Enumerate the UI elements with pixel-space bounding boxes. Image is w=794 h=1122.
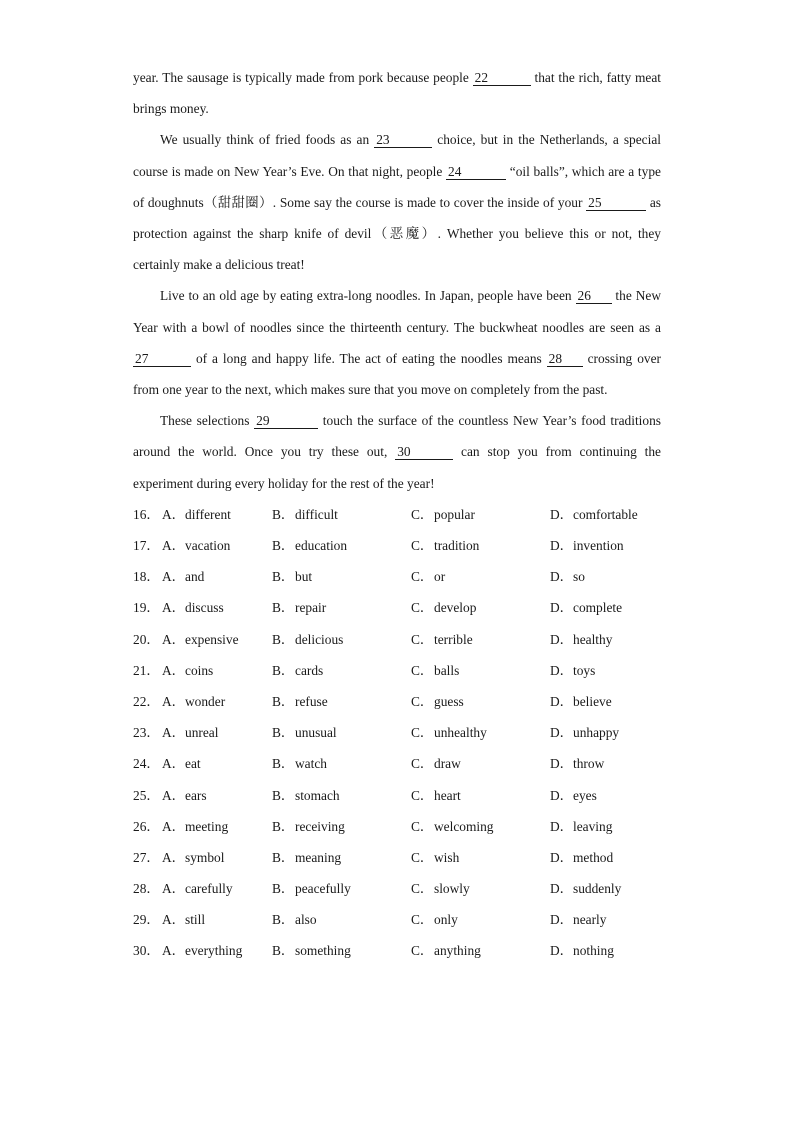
option-c <box>411 748 550 779</box>
question-row <box>133 748 661 779</box>
question-number: 16． <box>133 506 160 522</box>
option-letter: B． <box>272 538 295 554</box>
option-letter: A． <box>162 881 186 897</box>
option-text: anything <box>434 943 481 959</box>
option-a <box>162 842 272 873</box>
passage-text: the New Year with a bowl of noodles since the thirteenth century. The buckwheat noodles are seen as a <box>133 288 661 335</box>
option-d <box>550 873 660 904</box>
option-b <box>272 499 411 530</box>
option-text: popular <box>434 506 475 522</box>
question-number: 24． <box>133 756 160 772</box>
option-letter: D． <box>550 849 574 865</box>
option-text: suddenly <box>573 881 622 897</box>
option-text: education <box>295 538 348 554</box>
option-d <box>550 811 660 842</box>
option-text: and <box>185 569 205 585</box>
option-letter: D． <box>550 693 574 709</box>
option-letter: B． <box>272 631 295 647</box>
passage-text: that the rich, fatty meat brings money. <box>133 70 661 117</box>
passage-text: touch the surface of the countless New Year’s food traditions around the world. Once you try these out, <box>133 413 661 460</box>
option-d <box>550 561 660 592</box>
option-text: carefully <box>185 881 233 897</box>
option-d <box>550 748 660 779</box>
option-text: receiving <box>295 818 345 834</box>
option-b <box>272 780 411 811</box>
question-list <box>133 499 661 967</box>
option-a <box>162 624 272 655</box>
option-text: only <box>434 912 458 928</box>
option-text: meeting <box>185 818 229 834</box>
option-text: meaning <box>295 849 342 865</box>
option-text: welcoming <box>434 818 494 834</box>
option-b <box>272 561 411 592</box>
option-letter: D． <box>550 538 574 554</box>
passage-text: We usually think of fried foods as an <box>160 132 375 148</box>
question-row <box>133 592 661 623</box>
option-d <box>550 717 660 748</box>
option-letter: C． <box>411 725 434 741</box>
question-number: 28． <box>133 881 160 897</box>
option-letter: D． <box>550 725 574 741</box>
option-letter: C． <box>411 849 434 865</box>
option-letter: D． <box>550 631 574 647</box>
option-letter: A． <box>162 849 186 865</box>
option-text: unreal <box>185 725 219 741</box>
option-text: discuss <box>185 600 224 616</box>
question-row <box>133 842 661 873</box>
option-letter: B． <box>272 600 295 616</box>
question-row <box>133 935 661 966</box>
option-a <box>162 686 272 717</box>
question-row <box>133 717 661 748</box>
passage-paragraph-1 <box>133 62 661 124</box>
option-text: so <box>573 569 585 585</box>
option-letter: C． <box>411 631 434 647</box>
option-letter: B． <box>272 506 295 522</box>
option-letter: C． <box>411 693 434 709</box>
option-c <box>411 592 550 623</box>
question-number: 18． <box>133 569 160 585</box>
option-a <box>162 499 272 530</box>
option-b <box>272 904 411 935</box>
option-letter: D． <box>550 506 574 522</box>
blank-28: 28 <box>547 351 583 367</box>
option-b <box>272 717 411 748</box>
option-letter: A． <box>162 787 186 803</box>
option-a <box>162 530 272 561</box>
question-row <box>133 624 661 655</box>
passage-text: year. The sausage is typically made from pork because people <box>133 70 473 85</box>
option-text: slowly <box>434 881 470 897</box>
question-row <box>133 904 661 935</box>
blank-24: 24 <box>446 164 506 180</box>
blank-26: 26 <box>576 288 612 304</box>
option-text: difficult <box>295 506 338 522</box>
option-c <box>411 530 550 561</box>
option-letter: B． <box>272 725 295 741</box>
option-text: watch <box>295 756 327 772</box>
option-b <box>272 530 411 561</box>
option-text: develop <box>434 600 477 616</box>
blank-27: 27 <box>133 351 191 367</box>
option-text: ears <box>185 787 207 803</box>
option-d <box>550 592 660 623</box>
option-text: throw <box>573 756 605 772</box>
option-a <box>162 561 272 592</box>
passage-text: Live to an old age by eating extra-long noodles. In Japan, people have been <box>160 288 576 304</box>
option-text: nothing <box>573 943 614 959</box>
question-row <box>133 873 661 904</box>
option-c <box>411 561 550 592</box>
option-text: cards <box>295 662 324 678</box>
option-b <box>272 624 411 655</box>
option-c <box>411 935 550 966</box>
option-c <box>411 499 550 530</box>
option-letter: A． <box>162 725 186 741</box>
option-b <box>272 873 411 904</box>
option-d <box>550 780 660 811</box>
option-c <box>411 904 550 935</box>
option-letter: C． <box>411 756 434 772</box>
option-text: everything <box>185 943 243 959</box>
blank-22: 22 <box>473 70 531 86</box>
option-letter: A． <box>162 756 186 772</box>
option-letter: B． <box>272 818 295 834</box>
question-row <box>133 780 661 811</box>
option-letter: A． <box>162 538 186 554</box>
question-row <box>133 561 661 592</box>
passage-paragraph-2 <box>133 124 661 280</box>
option-text: unhealthy <box>434 725 487 741</box>
passage-text: These selections <box>160 413 255 429</box>
option-text: expensive <box>185 631 239 647</box>
option-letter: C． <box>411 506 434 522</box>
option-c <box>411 873 550 904</box>
option-d <box>550 935 660 966</box>
option-letter: D． <box>550 912 574 928</box>
option-letter: B． <box>272 662 295 678</box>
option-text: repair <box>295 600 327 616</box>
option-text: heart <box>434 787 461 803</box>
option-text: tradition <box>434 538 480 554</box>
option-text: invention <box>573 538 624 554</box>
option-letter: A． <box>162 662 186 678</box>
blank-30: 30 <box>395 444 453 460</box>
option-letter: A． <box>162 600 186 616</box>
option-letter: B． <box>272 943 295 959</box>
question-row <box>133 686 661 717</box>
option-a <box>162 717 272 748</box>
option-text: unusual <box>295 725 337 741</box>
option-c <box>411 717 550 748</box>
question-number: 21． <box>133 662 160 678</box>
option-text: nearly <box>573 912 607 928</box>
option-text: but <box>295 569 313 585</box>
question-number: 19． <box>133 600 160 616</box>
question-row <box>133 655 661 686</box>
option-c <box>411 811 550 842</box>
passage-text: crossing over from one year to the next, which makes sure that you move on completely from the past. <box>133 350 661 398</box>
option-letter: C． <box>411 662 434 678</box>
option-text: complete <box>573 600 623 616</box>
option-text: wonder <box>185 693 226 709</box>
question-number: 30． <box>133 943 160 959</box>
option-text: something <box>295 943 351 959</box>
option-b <box>272 592 411 623</box>
option-letter: D． <box>550 662 574 678</box>
option-letter: A． <box>162 912 186 928</box>
option-c <box>411 686 550 717</box>
option-text: unhappy <box>573 725 620 741</box>
passage-paragraph-4 <box>133 405 661 499</box>
option-text: terrible <box>434 631 473 647</box>
blank-29: 29 <box>254 413 318 429</box>
option-text: guess <box>434 693 464 709</box>
option-b <box>272 842 411 873</box>
question-number: 20． <box>133 631 160 647</box>
option-letter: B． <box>272 756 295 772</box>
option-letter: D． <box>550 787 574 803</box>
option-a <box>162 780 272 811</box>
passage-paragraph-3 <box>133 280 661 405</box>
option-letter: C． <box>411 569 434 585</box>
question-number: 25． <box>133 787 160 803</box>
option-text: vacation <box>185 538 231 554</box>
question-number: 26． <box>133 818 160 834</box>
option-letter: C． <box>411 818 434 834</box>
option-letter: C． <box>411 600 434 616</box>
option-letter: D． <box>550 569 574 585</box>
option-a <box>162 811 272 842</box>
option-d <box>550 499 660 530</box>
option-c <box>411 624 550 655</box>
option-text: balls <box>434 662 460 678</box>
option-letter: C． <box>411 538 434 554</box>
option-letter: B． <box>272 693 295 709</box>
option-d <box>550 655 660 686</box>
option-d <box>550 624 660 655</box>
option-text: delicious <box>295 631 344 647</box>
option-text: symbol <box>185 849 225 865</box>
passage-text: can stop you from continuing the experiment during every holiday for the rest of the year! <box>133 444 661 491</box>
option-letter: A． <box>162 569 186 585</box>
option-b <box>272 686 411 717</box>
option-c <box>411 655 550 686</box>
option-a <box>162 935 272 966</box>
option-b <box>272 935 411 966</box>
option-letter: C． <box>411 787 434 803</box>
document-page <box>133 62 661 967</box>
option-d <box>550 686 660 717</box>
option-text: wish <box>434 849 460 865</box>
option-text: coins <box>185 662 214 678</box>
option-text: or <box>434 569 446 585</box>
option-letter: D． <box>550 756 574 772</box>
option-letter: A． <box>162 631 186 647</box>
option-letter: B． <box>272 849 295 865</box>
option-letter: A． <box>162 943 186 959</box>
option-a <box>162 748 272 779</box>
option-letter: C． <box>411 881 434 897</box>
option-text: draw <box>434 756 461 772</box>
option-text: toys <box>573 662 596 678</box>
option-text: also <box>295 912 317 928</box>
question-number: 22． <box>133 693 160 709</box>
option-letter: D． <box>550 600 574 616</box>
passage-text: choice, but in the Netherlands, a special course is made on New Year’s Eve. On that night, people <box>133 132 662 179</box>
option-letter: A． <box>162 693 186 709</box>
option-letter: D． <box>550 943 574 959</box>
option-letter: C． <box>411 943 434 959</box>
option-text: stomach <box>295 787 340 803</box>
option-text: eat <box>185 756 201 772</box>
option-letter: D． <box>550 881 574 897</box>
option-letter: C． <box>411 912 434 928</box>
question-number: 29． <box>133 912 160 928</box>
option-d <box>550 530 660 561</box>
option-letter: B． <box>272 881 295 897</box>
question-row <box>133 811 661 842</box>
question-row <box>133 530 661 561</box>
option-a <box>162 655 272 686</box>
question-number: 23． <box>133 725 160 741</box>
blank-25: 25 <box>586 195 646 211</box>
option-b <box>272 655 411 686</box>
passage-text: “oil balls”, which are a type of doughnuts（甜甜圈）. Some say the course is made to cover the inside of your <box>133 163 661 210</box>
option-text: believe <box>573 693 612 709</box>
option-letter: B． <box>272 912 295 928</box>
option-letter: A． <box>162 506 186 522</box>
option-d <box>550 842 660 873</box>
question-row <box>133 499 661 530</box>
option-a <box>162 904 272 935</box>
option-letter: B． <box>272 787 295 803</box>
question-number: 27． <box>133 849 160 865</box>
option-text: still <box>185 912 206 928</box>
option-text: method <box>573 849 614 865</box>
option-text: comfortable <box>573 506 638 522</box>
option-letter: B． <box>272 569 295 585</box>
blank-23: 23 <box>374 132 432 148</box>
option-a <box>162 873 272 904</box>
option-b <box>272 811 411 842</box>
option-text: peacefully <box>295 881 351 897</box>
option-text: eyes <box>573 787 597 803</box>
option-letter: A． <box>162 818 186 834</box>
option-text: refuse <box>295 693 328 709</box>
option-c <box>411 780 550 811</box>
option-letter: D． <box>550 818 574 834</box>
option-a <box>162 592 272 623</box>
option-b <box>272 748 411 779</box>
passage-text: as protection against the sharp knife of devil（恶魔）. Whether you believe this or not, they certainly make a delicious treat! <box>133 194 661 273</box>
option-d <box>550 904 660 935</box>
option-text: healthy <box>573 631 613 647</box>
question-number: 17． <box>133 538 160 554</box>
option-text: leaving <box>573 818 613 834</box>
option-text: different <box>185 506 231 522</box>
passage-text: of a long and happy life. The act of eating the noodles means <box>191 350 547 366</box>
option-c <box>411 842 550 873</box>
